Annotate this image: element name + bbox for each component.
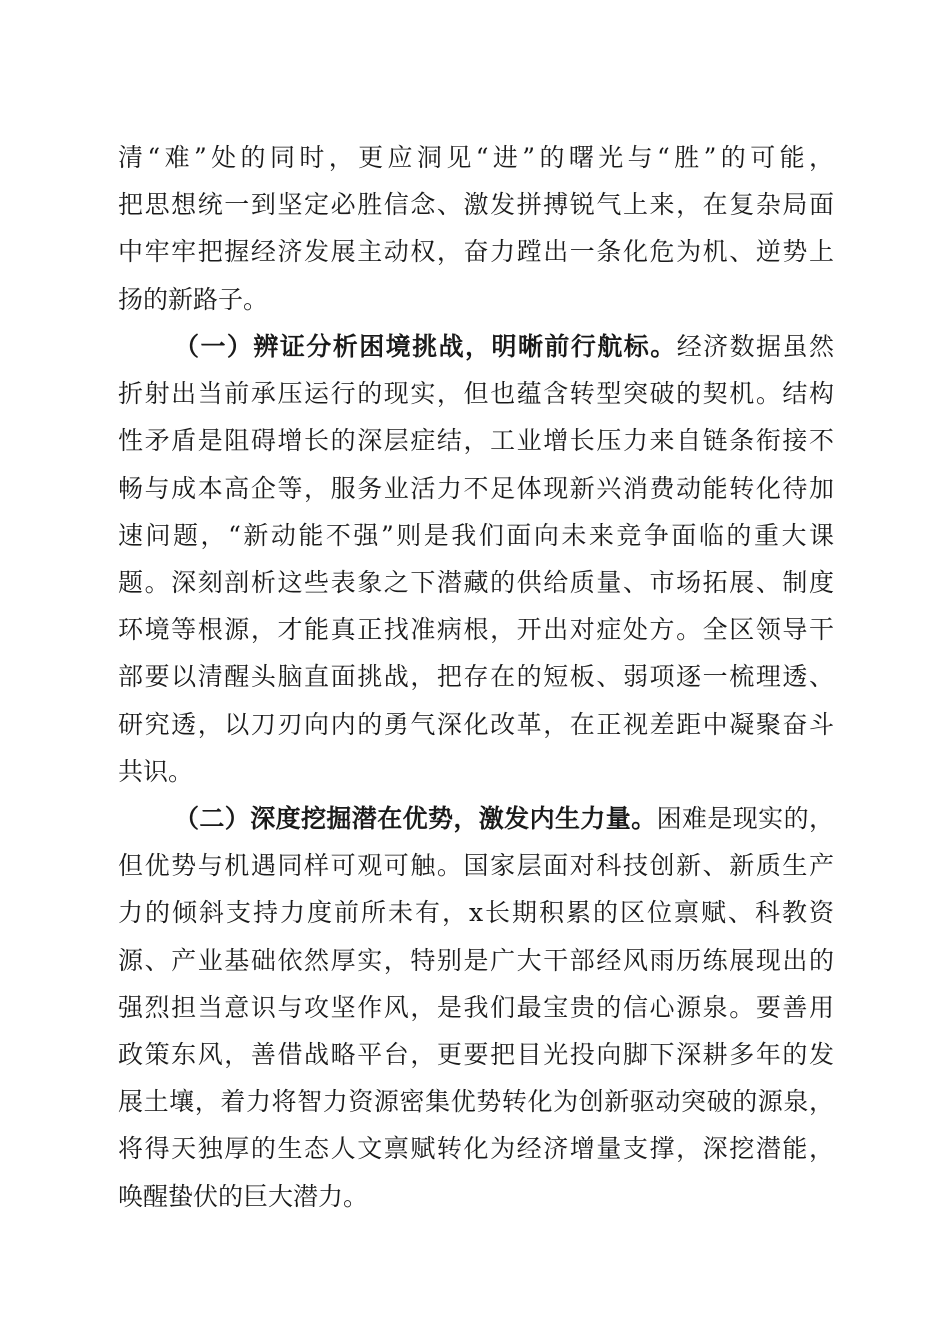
paragraph-line: 唤醒蛰伏的巨大潜力。 bbox=[118, 1181, 369, 1211]
paragraph-line: 力的倾斜支持力度前所未有，x长期积累的区位禀赋、科教资 bbox=[118, 898, 834, 928]
paragraph-line: 清“难”处的同时，更应洞见“进”的曙光与“胜”的可能， bbox=[118, 143, 834, 172]
paragraph-line: 研究透，以刀刃向内的勇气深化改革，在正视差距中凝聚奋斗 bbox=[118, 709, 834, 739]
section-1-first-line-text: 经济数据虽然 bbox=[676, 332, 834, 361]
paragraph-line: 将得天独厚的生态人文禀赋转化为经济增量支撑，深挖潜能， bbox=[118, 1134, 834, 1164]
paragraph-line: 但优势与机遇同样可观可触。国家层面对科技创新、新质生产 bbox=[118, 851, 834, 881]
section-2-heading: （二）深度挖掘潜在优势，激发内生力量。 bbox=[174, 804, 657, 833]
paragraph-line: 畅与成本高企等，服务业活力不足体现新兴消费动能转化待加 bbox=[118, 473, 834, 503]
paragraph-line: 共识。 bbox=[118, 756, 194, 786]
section-2 bbox=[118, 795, 834, 1220]
paragraph-line: 把思想统一到坚定必胜信念、激发拼搏锐气上来，在复杂局面 bbox=[118, 190, 834, 220]
section-1-heading: （一）辨证分析困境挑战，明晰前行航标。 bbox=[174, 332, 677, 361]
paragraph-line: 环境等根源，才能真正找准病根，开出对症处方。全区领导干 bbox=[118, 615, 834, 645]
section-1 bbox=[118, 323, 834, 795]
paragraph-line: 源、产业基础依然厚实，特别是广大干部经风雨历练展现出的 bbox=[118, 945, 834, 975]
paragraph-line: 展土壤，着力将智力资源密集优势转化为创新驱动突破的源泉， bbox=[118, 1087, 834, 1117]
paragraph-line: 强烈担当意识与攻坚作风，是我们最宝贵的信心源泉。要善用 bbox=[118, 992, 834, 1022]
paragraph-line: 性矛盾是阻碍增长的深层症结，工业增长压力来自链条衔接不 bbox=[118, 426, 834, 456]
paragraph-line: 折射出当前承压运行的现实，但也蕴含转型突破的契机。结构 bbox=[118, 379, 834, 409]
section-2-first-line bbox=[118, 795, 834, 842]
paragraph-line: 部要以清醒头脑直面挑战，把存在的短板、弱项逐一梳理透、 bbox=[118, 662, 834, 692]
paragraph-line: 速问题，“新动能不强”则是我们面向未来竞争面临的重大课 bbox=[118, 520, 834, 550]
section-1-first-line bbox=[118, 323, 834, 370]
paragraph-line: 扬的新路子。 bbox=[118, 284, 269, 314]
paragraph-line: 题。深刻剖析这些表象之下潜藏的供给质量、市场拓展、制度 bbox=[118, 567, 834, 597]
paragraph-intro bbox=[118, 134, 834, 323]
section-2-first-line-text: 困难是现实的， bbox=[656, 804, 834, 833]
paragraph-line: 政策东风，善借战略平台，更要把目光投向脚下深耕多年的发 bbox=[118, 1039, 834, 1069]
paragraph-line: 中牢牢把握经济发展主动权，奋力蹚出一条化危为机、逆势上 bbox=[118, 237, 834, 267]
